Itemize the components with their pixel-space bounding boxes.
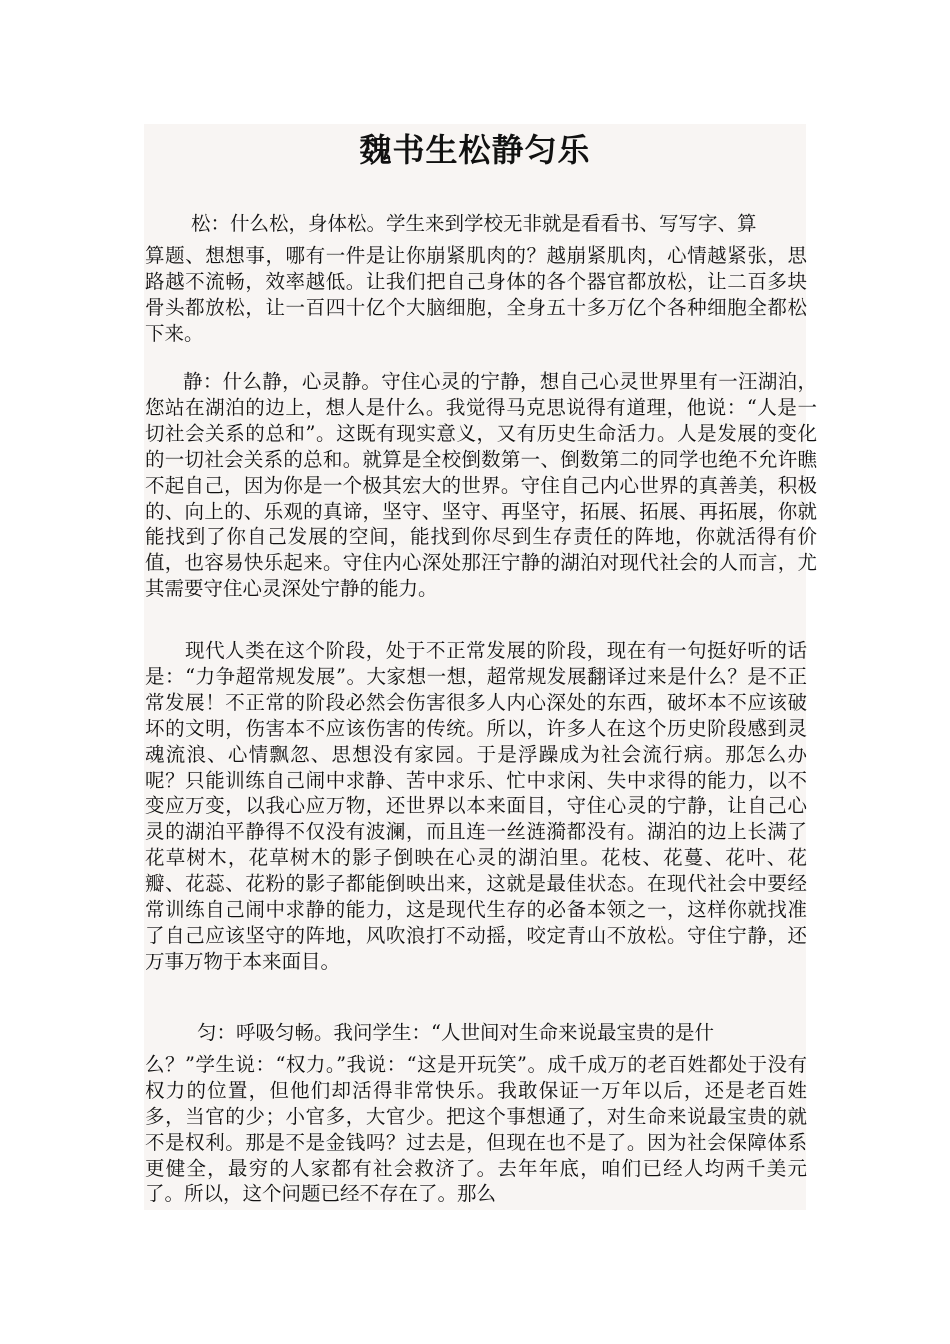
paragraph-jing: 静：什么静，心灵静。守住心灵的宁静，想自己心灵世界里有一汪湖泊，您站在湖泊的边上，想人是什么。我觉得马克思说得有道理，他说：“人是一切社会关系的总和”。这既有现实意义，又有历史生命活力。人是发展的变化的一切社会关系的总和。就算是全校倒数第一、倒数第二的同学也绝不允许瞧不起自己，因为你是一个极其宏大的世界。守住自己内心世界的真善美，积极的、向上的、乐观的真谛，坚守、坚守、再坚守，拓展、拓展、再拓展，你就能找到了你自己发展的空间，能找到你尽到生存责任的阵地，你就活得有价值，也容易快乐起来。守住内心深处那汪宁静的湖泊对现代社会的人而言，尤其需要守住心灵深处宁静的能力。 xyxy=(145,370,817,601)
paragraph-yun-rest: 么？”学生说：“权力。”我说：“这是开玩笑”。成千成万的老百姓都处于没有权力的位置，但他们却活得非常快乐。我敢保证一万年以后，还是老百姓多，当官的少；小官多，大官少。把这个事想通了，对生命来说最宝贵的就不是权利。那是不是金钱吗？过去是，但现在也不是了。因为社会保障体系更健全，最穷的人家都有社会救济了。去年年底，咱们已经人均两千美元了。所以，这个问题已经不存在了。那么 xyxy=(145,1052,807,1206)
page-title: 魏书生松静匀乐 xyxy=(359,131,591,169)
paragraph-yun xyxy=(145,1020,807,1207)
paragraph-song-rest: 算题、想想事，哪有一件是让你崩紧肌肉的？越崩紧肌肉，心情越紧张，思路越不流畅，效率越低。让我们把自己身体的各个器官都放松，让二百多块骨头都放松，让一百四十亿个大脑细胞，全身五十多万亿个各种细胞全都松下来。 xyxy=(145,243,807,345)
paragraph-yun-first-line: 匀：呼吸匀畅。我问学生：“人世间对生命来说最宝贵的是什 xyxy=(197,1021,714,1044)
paragraph-modern-society: 现代人类在这个阶段，处于不正常发展的阶段，现在有一句挺好听的话是：“力争超常规发展”。大家想一想，超常规发展翻译过来是什么？是不正常发展！不正常的阶段必然会伤害很多人内心深处的东西，破坏本不应该破坏的文明，伤害本不应该伤害的传统。所以，许多人在这个历史阶段感到灵魂流浪、心情飘忽、思想没有家园。于是浮躁成为社会流行病。那怎么办呢？只能训练自己闹中求静、苦中求乐、忙中求闲、失中求得的能力，以不变应万变，以我心应万物，还世界以本来面目，守住心灵的宁静，让自己心灵的湖泊平静得不仅没有波澜，而且连一丝涟漪都没有。湖泊的边上长满了花草树木，花草树木的影子倒映在心灵的湖泊里。花枝、花蔓、花叶、花瓣、花蕊、花粉的影子都能倒映出来，这就是最佳状态。在现代社会中要经常训练自己闹中求静的能力，这是现代生存的必备本领之一，这样你就找准了自己应该坚守的阵地，风吹浪打不动摇，咬定青山不放松。守住宁静，还万事万物于本来面目。 xyxy=(145,639,807,973)
paragraph-song xyxy=(145,211,807,347)
paragraph-song-first-line: 松：什么松，身体松。学生来到学校无非就是看看书、写写字、算 xyxy=(191,212,757,235)
